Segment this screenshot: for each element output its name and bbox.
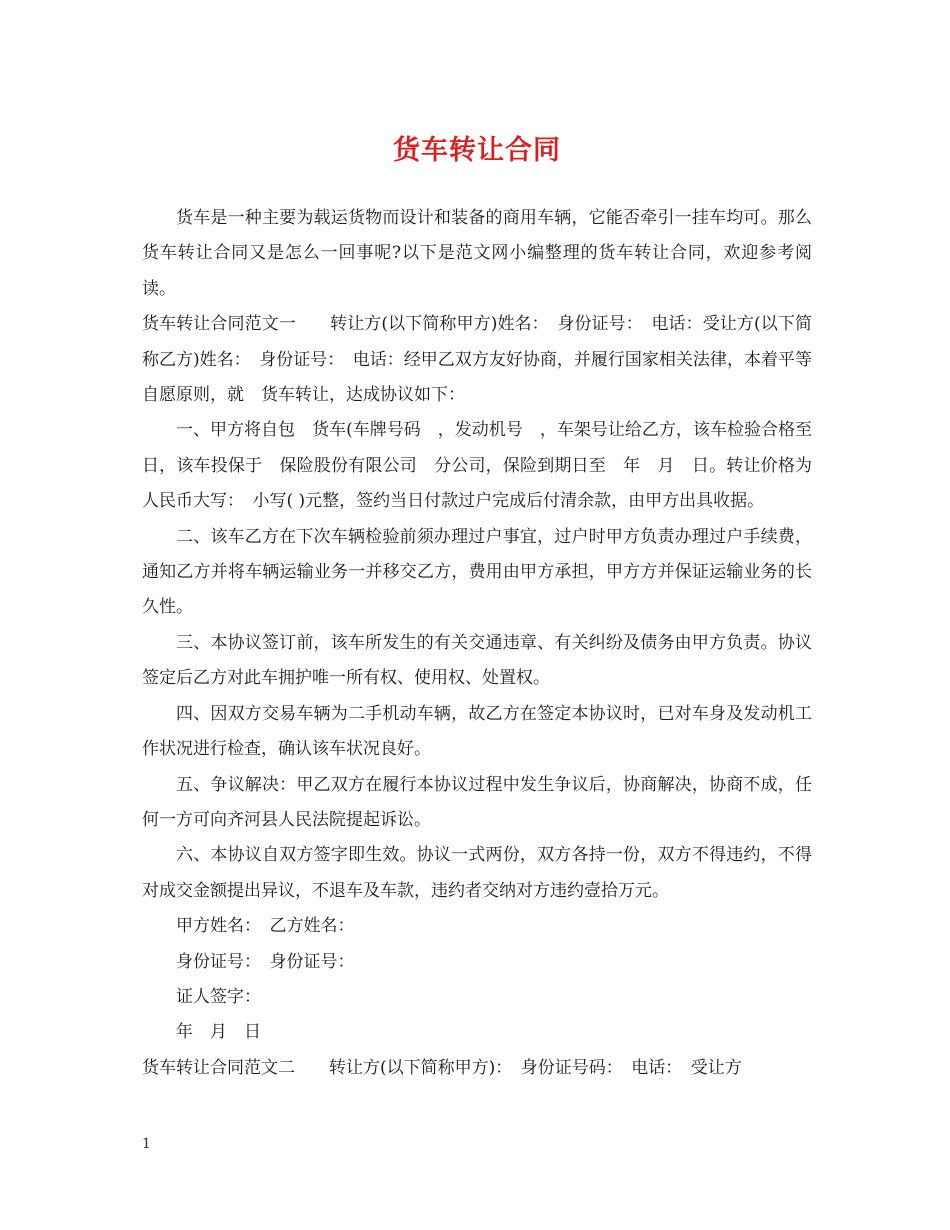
signature-line-names: 甲方姓名： 乙方姓名： [176, 916, 355, 937]
page-number: 1 [142, 1136, 151, 1152]
paragraph-clause-6: 六、本协议自双方签字即生效。协议一式两份，双方各持一份，双方不得违约，不得对成交金额提出异议，不退车及车款，违约者交纳对方违约壹拾万元。 [142, 845, 812, 901]
signature-line-ids: 身份证号： 身份证号： [176, 951, 355, 972]
document-body [142, 201, 812, 1086]
paragraph-clause-3: 三、本协议签订前，该车所发生的有关交通违章、有关纠纷及债务由甲方负责。协议签定后乙方对此车拥护唯一所有权、使用权、处置权。 [142, 632, 812, 689]
signature-line-date: 年 月 日 [176, 1022, 261, 1043]
paragraph-template-two-header: 货车转让合同范文二 转让方(以下简称甲方)： 身份证号码： 电话： 受让方 [142, 1057, 742, 1078]
paragraph-template-one-header: 货车转让合同范文一 转让方(以下简称甲方)姓名： 身份证号： 电话：受让方(以下简称乙方)姓名： 身份证号： 电话：经甲乙双方友好协商，并履行国家相关法律，本着平等自愿原则，就 货车转让，达成协议如下： [142, 314, 812, 406]
paragraph-intro: 货车是一种主要为载运货物而设计和装备的商用车辆，它能否牵引一挂车均可。那么货车转让合同又是怎么一回事呢?以下是范文网小编整理的货车转让合同，欢迎参考阅读。 [142, 208, 812, 299]
document-title: 货车转让合同 [393, 135, 561, 166]
paragraph-clause-1: 一、甲方将自包 货车(车牌号码 ，发动机号 ，车架号让给乙方，该车检验合格至日，该车投保于 保险股份有限公司 分公司，保险到期日至 年 月 日。转让价格为人民币大写： 小写( )元整，签约当日付款过户完成后付清余款，由甲方出具收据。 [142, 420, 812, 512]
paragraph-clause-4: 四、因双方交易车辆为二手机动车辆，故乙方在签定本协议时，已对车身及发动机工作状况进行检查，确认该车状况良好。 [142, 703, 812, 760]
signature-line-witness: 证人签字： [176, 986, 261, 1007]
paragraph-clause-2: 二、该车乙方在下次车辆检验前须办理过户事宜，过户时甲方负责办理过户手续费，通知乙方并将车辆运输业务一并移交乙方，费用由甲方承担，甲方方并保证运输业务的长久性。 [142, 526, 812, 618]
paragraph-clause-5: 五、争议解决：甲乙双方在履行本协议过程中发生争议后，协商解决，协商不成，任何一方可向齐河县人民法院提起诉讼。 [142, 774, 812, 830]
